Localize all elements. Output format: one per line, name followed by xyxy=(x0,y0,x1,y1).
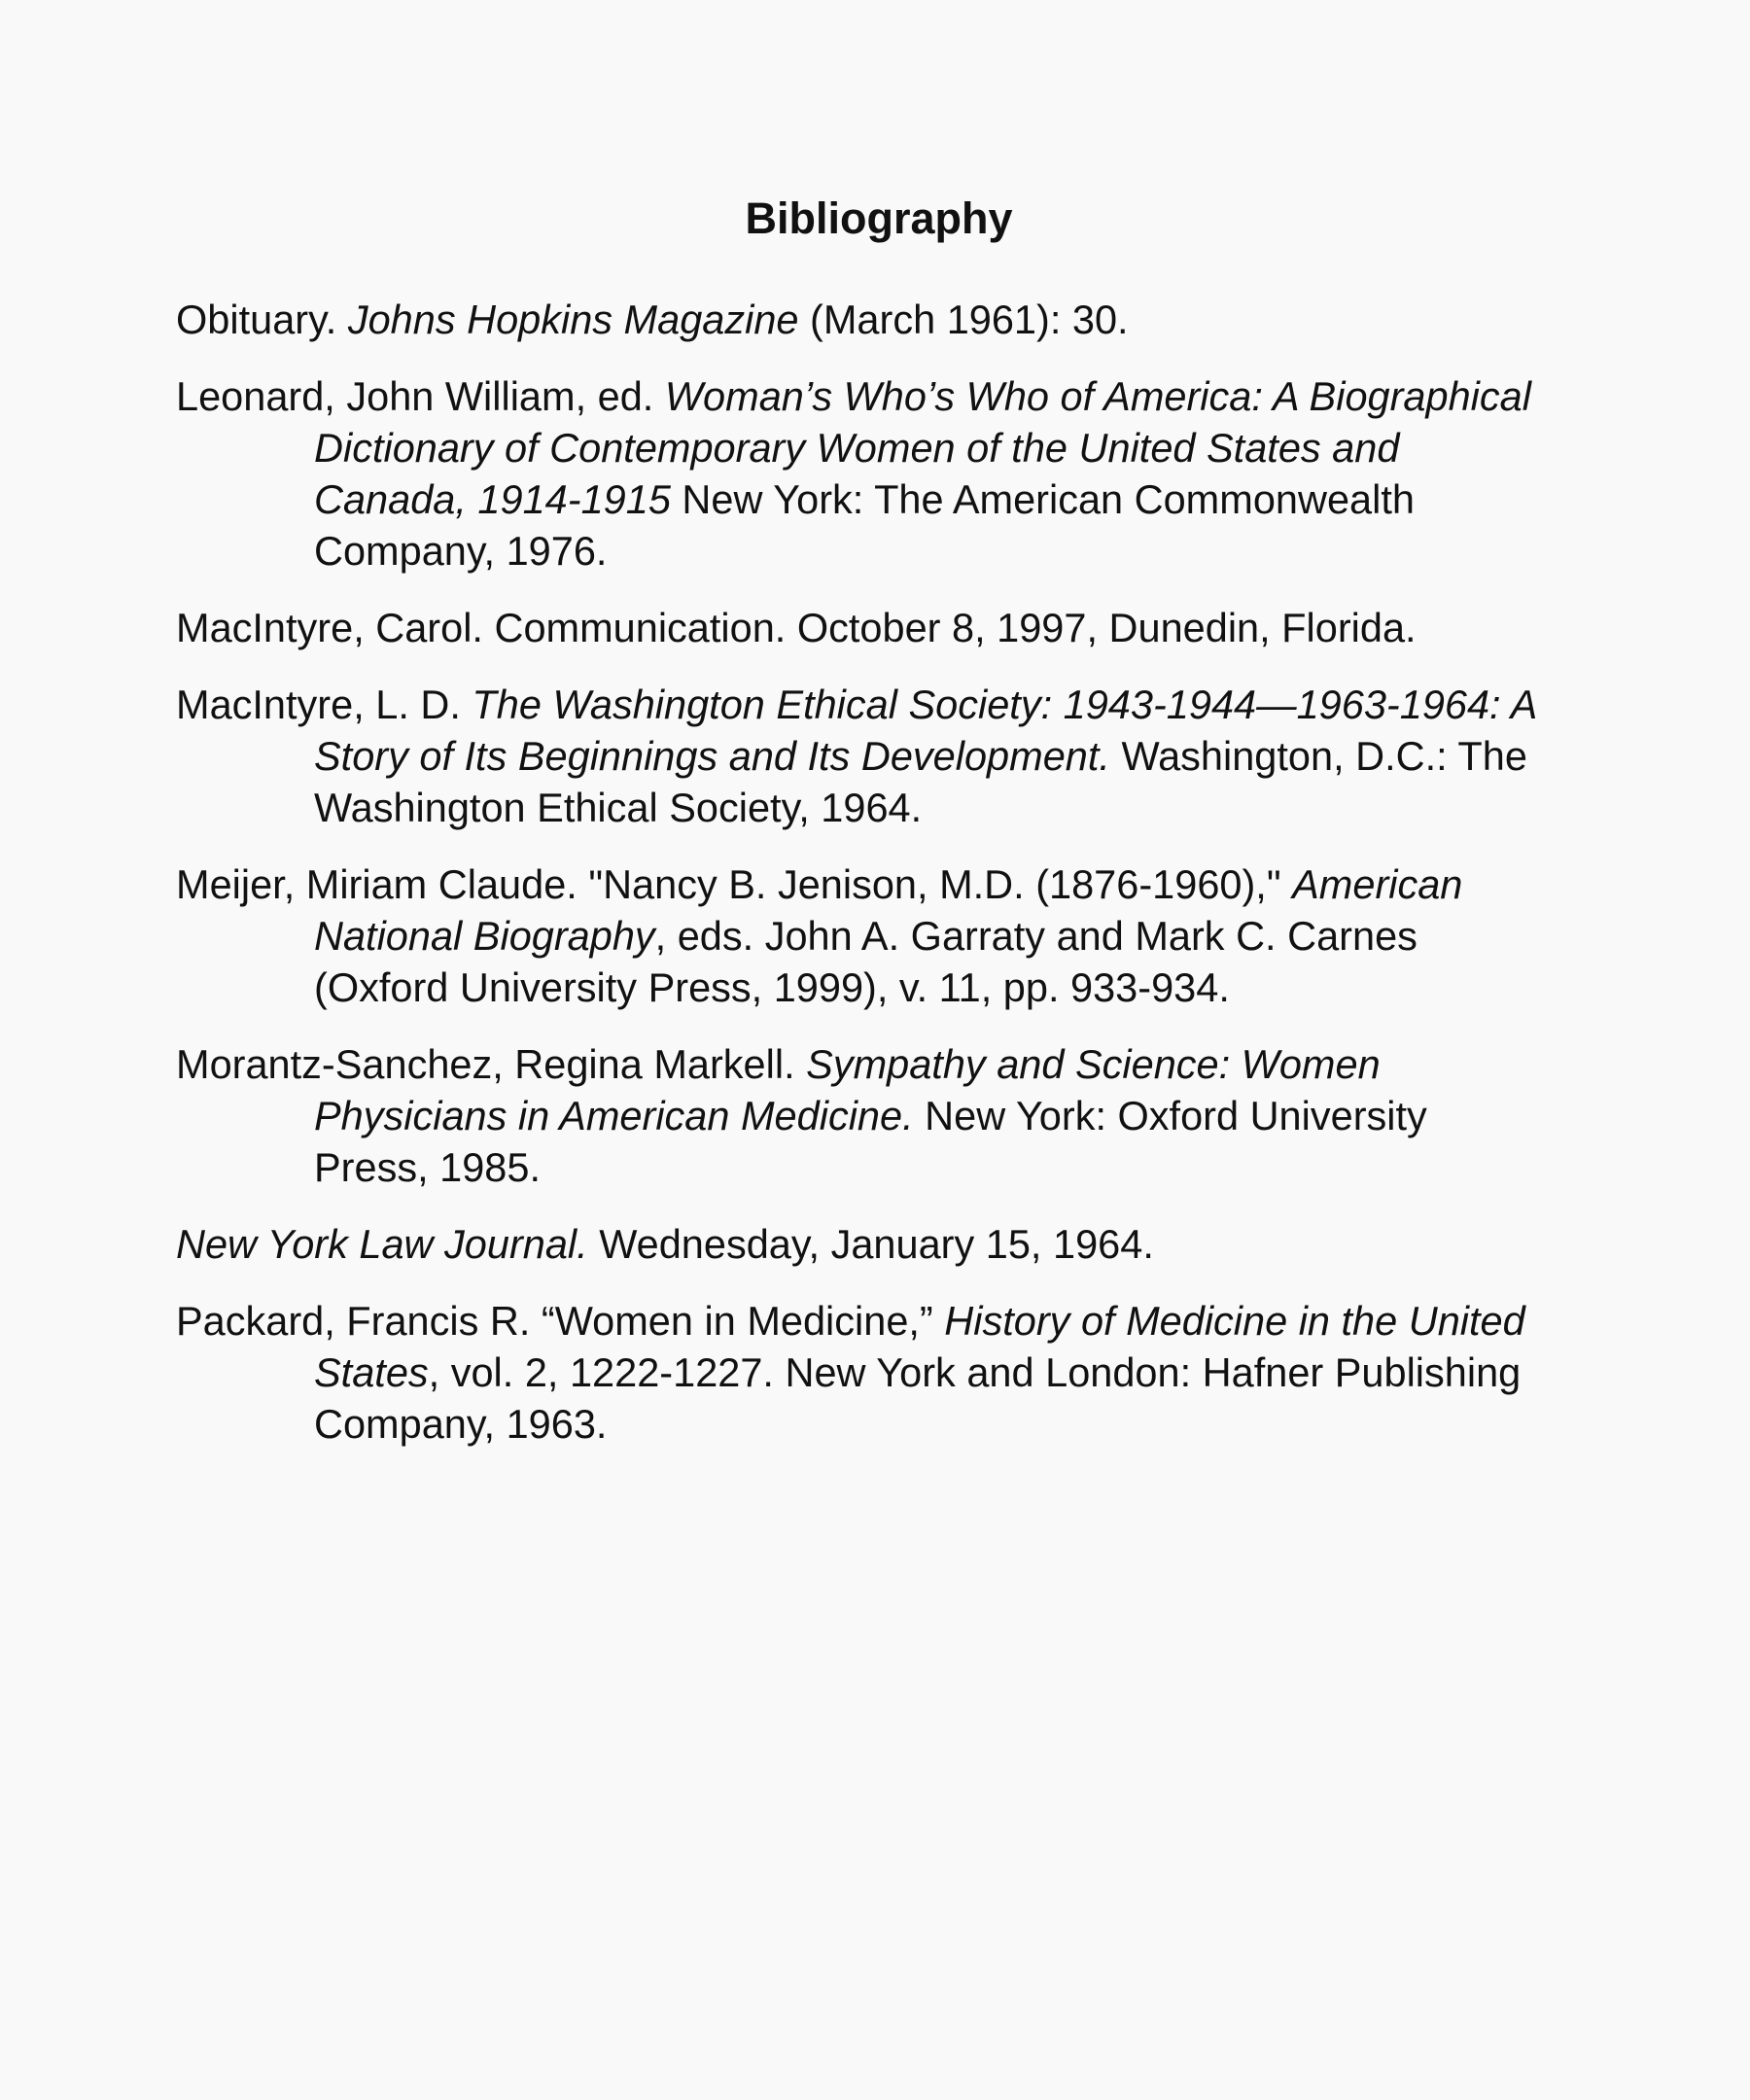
bibliography-entry-leonard xyxy=(176,370,1537,577)
bibliography-entry-morantz-sanchez xyxy=(176,1038,1537,1193)
entry-italic-title: New York Law Journal. xyxy=(176,1221,588,1267)
entry-italic-title: Woman’s Who’s Who of America: A Biographical Dictionary of Contemporary Women of the United States and Canada, 1914-1915 xyxy=(314,373,1531,522)
entry-text: Leonard, John William, ed. xyxy=(176,373,665,419)
entry-italic-title: History of Medicine in the United States xyxy=(314,1298,1525,1395)
page-title: Bibliography xyxy=(745,193,1013,243)
entry-text: Packard, Francis R. “Women in Medicine,” xyxy=(176,1298,945,1344)
entry-text: Wednesday, January 15, 1964. xyxy=(587,1221,1154,1267)
bibliography-list xyxy=(176,294,1537,1475)
entry-text: New York: The American Commonwealth Company, 1976. xyxy=(314,476,1415,574)
entry-text: Obituary. xyxy=(176,297,348,342)
entry-text: New York: Oxford University Press, 1985. xyxy=(314,1093,1427,1190)
bibliography-entry-obituary xyxy=(176,294,1537,345)
entry-text: Washington, D.C.: The Washington Ethical Society, 1964. xyxy=(314,733,1527,830)
entry-text: Morantz-Sanchez, Regina Markell. xyxy=(176,1041,807,1087)
bibliography-entry-meijer xyxy=(176,858,1537,1013)
entry-text: , vol. 2, 1222-1227. New York and London: Hafner Publishing Company, 1963. xyxy=(314,1349,1522,1447)
bibliography-entry-packard xyxy=(176,1295,1537,1450)
entry-text: , eds. John A. Garraty and Mark C. Carnes (Oxford University Press, 1999), v. 11, pp. 933-934. xyxy=(314,913,1418,1010)
entry-text: MacIntyre, Carol. Communication. October 8, 1997, Dunedin, Florida. xyxy=(176,605,1417,650)
entry-italic-title: The Washington Ethical Society: 1943-1944—1963-1964: A Story of Its Beginnings and Its Development. xyxy=(314,682,1536,779)
entry-italic-title: Johns Hopkins Magazine xyxy=(347,297,799,342)
entry-text: (March 1961): 30. xyxy=(798,297,1129,342)
entry-text: MacIntyre, L. D. xyxy=(176,682,472,727)
entry-text: Meijer, Miriam Claude. "Nancy B. Jenison, M.D. (1876-1960)," xyxy=(176,861,1293,907)
bibliography-entry-macintyre-carol xyxy=(176,602,1537,653)
bibliography-entry-macintyre-ld xyxy=(176,679,1537,833)
entry-italic-title: American National Biography xyxy=(314,861,1463,959)
entry-italic-title: Sympathy and Science: Women Physicians in American Medicine. xyxy=(314,1041,1381,1138)
bibliography-entry-ny-law-journal xyxy=(176,1218,1537,1270)
